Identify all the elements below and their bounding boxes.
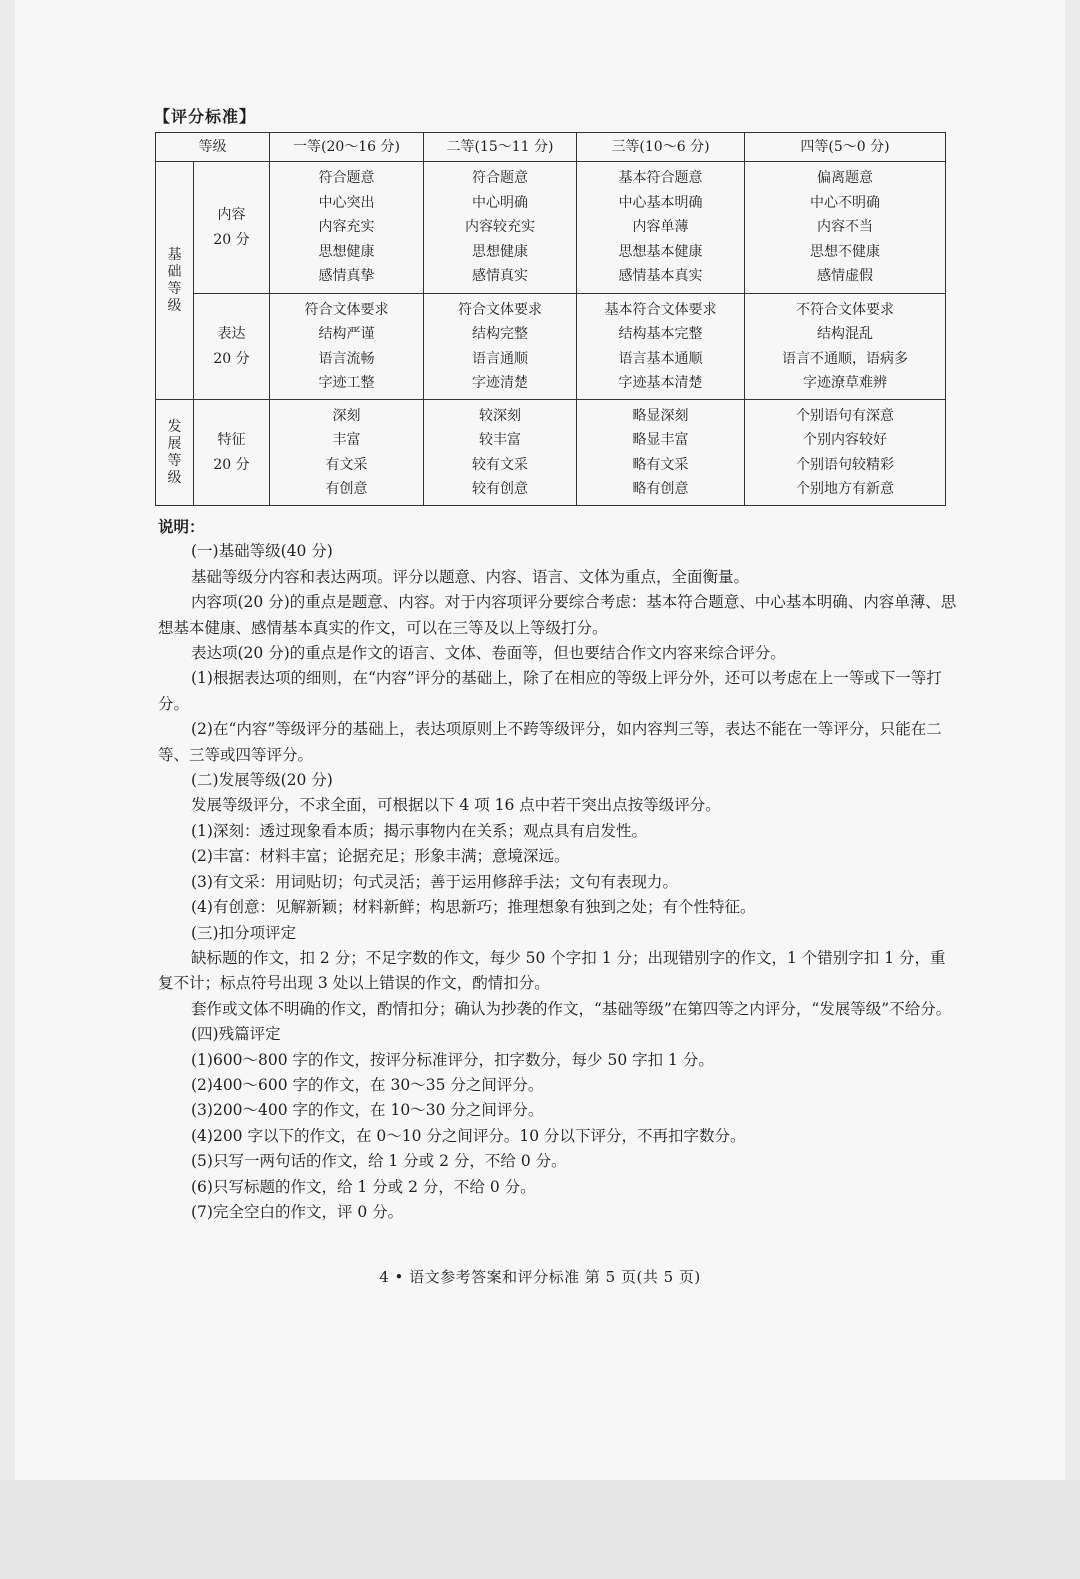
- criterion: 感情真实: [472, 268, 528, 285]
- criterion: 略显丰富: [632, 432, 689, 448]
- note-paragraph: (2)丰富：材料丰富；论据充足；形象丰满；意境深远。: [191, 847, 570, 866]
- rubric-cell: [577, 294, 745, 400]
- header-cell-grade-4: 四等(5～0 分): [745, 133, 946, 162]
- criterion: 中心明确: [472, 194, 528, 211]
- item-score: 20 分: [213, 350, 250, 367]
- criterion: 略有创意: [632, 481, 689, 497]
- note-paragraph: (7)完全空白的作文，评 0 分。: [191, 1202, 404, 1221]
- table-header-row: [156, 133, 946, 162]
- criterion: 基本符合题意: [618, 170, 703, 187]
- note-paragraph: (1)600～800 字的作文，按评分标准评分，扣字数分，每少 50 字扣 1 分。: [191, 1050, 714, 1069]
- rubric-cell: [424, 400, 577, 506]
- criterion: 感情基本真实: [618, 268, 703, 285]
- criterion: 结构基本完整: [618, 326, 703, 342]
- table-row: [156, 294, 946, 400]
- criterion: 不符合文体要求: [796, 301, 894, 318]
- group-label-char: 级: [167, 469, 182, 486]
- criterion: 思想不健康: [810, 243, 880, 260]
- note-paragraph: 套作或文体不明确的作文，酌情扣分；确认为抄袭的作文，“基础等级”在第四等之内评分，“发展等级”不给分。: [191, 999, 952, 1018]
- rubric-cell: [270, 162, 424, 294]
- criterion: 中心不明确: [810, 194, 880, 211]
- criterion: 较丰富: [479, 432, 521, 448]
- item-name: 特征: [217, 432, 246, 448]
- table-row: [156, 400, 946, 506]
- criterion: 语言基本通顺: [618, 350, 703, 367]
- group-label-char: 展: [167, 435, 182, 452]
- rubric-cell: [424, 294, 577, 400]
- criterion: 略显深刻: [632, 407, 689, 424]
- rubric-cell: [745, 162, 946, 294]
- rubric-cell: [745, 400, 946, 506]
- rubric-cell: [270, 400, 424, 506]
- criterion: 较有文采: [472, 456, 528, 473]
- scoring-rubric-table: [155, 132, 946, 506]
- note-paragraph: (二)发展等级(20 分): [191, 771, 333, 790]
- section-heading: 【评分标准】: [154, 107, 257, 126]
- note-paragraph: 发展等级评分，不求全面，可根据以下 4 项 16 点中若干突出点按等级评分。: [191, 796, 721, 815]
- note-paragraph: 缺标题的作文，扣 2 分；不足字数的作文，每少 50 个字扣 1 分；出现错别字的作文，1 个错别字扣 1 分，重复不计；标点符号出现 3 处以上错误的作文，酌情扣分。: [158, 948, 946, 993]
- criterion: 内容充实: [318, 219, 375, 236]
- header-cell-grade-2: 二等(15～11 分): [424, 133, 577, 162]
- rubric-cell: [577, 162, 745, 294]
- group-label-char: 等: [167, 280, 182, 297]
- criterion: 有文采: [325, 456, 368, 473]
- rubric-cell: [577, 400, 745, 506]
- criterion: 略有文采: [632, 456, 689, 473]
- criterion: 思想健康: [318, 243, 375, 260]
- rubric-cell: [270, 294, 424, 400]
- group-label-development: [156, 400, 194, 506]
- note-paragraph: (3)200～400 字的作文，在 10～30 分之间评分。: [191, 1101, 544, 1120]
- criterion: 符合题意: [318, 170, 375, 187]
- note-paragraph: (一)基础等级(40 分): [191, 542, 333, 561]
- note-paragraph: 内容项(20 分)的重点是题意、内容。对于内容项评分要综合考虑：基本符合题意、中心基本明确、内容单薄、思想基本健康、感情基本真实的作文，可以在三等及以上等级打分。: [158, 593, 957, 637]
- criterion: 中心基本明确: [618, 194, 703, 211]
- header-cell-level: 等级: [156, 133, 270, 162]
- item-cell: [194, 400, 270, 506]
- criterion: 丰富: [332, 432, 361, 448]
- note-paragraph: (1)根据表达项的细则，在“内容”评分的基础上，除了在相应的等级上评分外，还可以考虑在上一等或下一等打分。: [158, 669, 942, 713]
- criterion: 偏离题意: [817, 170, 873, 187]
- note-paragraph: (三)扣分项评定: [191, 923, 297, 942]
- note-paragraph: (3)有文采：用词贴切；句式灵活；善于运用修辞手法；文句有表现力。: [191, 872, 678, 891]
- criterion: 内容较充实: [465, 219, 535, 236]
- criterion: 字迹清楚: [472, 375, 528, 391]
- criterion: 个别内容较好: [803, 432, 887, 448]
- criterion: 思想基本健康: [618, 243, 703, 260]
- criterion: 语言不通顺，语病多: [782, 350, 908, 367]
- item-score: 20 分: [213, 456, 250, 473]
- criterion: 字迹工整: [318, 375, 375, 391]
- rubric-cell: [745, 294, 946, 400]
- criterion: 符合文体要求: [458, 301, 542, 318]
- criterion: 较深刻: [479, 407, 521, 424]
- criterion: 结构严谨: [318, 326, 375, 342]
- notes-title: 说明：: [158, 517, 205, 536]
- item-score: 20 分: [213, 231, 250, 248]
- note-paragraph: (2)在“内容”等级评分的基础上，表达项原则上不跨等级评分，如内容判三等，表达不能在一等评分，只能在二等、三等或四等评分。: [158, 720, 942, 764]
- notes-section: [158, 514, 958, 1225]
- note-paragraph: (2)400～600 字的作文，在 30～35 分之间评分。: [191, 1075, 544, 1094]
- note-paragraph: 表达项(20 分)的重点是作文的语言、文体、卷面等，但也要结合作文内容来综合评分。: [191, 644, 786, 663]
- criterion: 有创意: [325, 481, 368, 497]
- criterion: 字迹潦草难辨: [803, 375, 887, 391]
- group-label-char: 础: [167, 263, 182, 280]
- rubric-cell: [424, 162, 577, 294]
- note-paragraph: (4)有创意：见解新颖；材料新鲜；构思新巧；推理想象有独到之处；有个性特征。: [191, 898, 756, 917]
- group-label-char: 发: [167, 418, 182, 435]
- note-paragraph: (4)200 字以下的作文，在 0～10 分之间评分。10 分以下评分，不再扣字数分。: [191, 1126, 746, 1145]
- criterion: 结构混乱: [817, 326, 873, 342]
- criterion: 个别语句有深意: [796, 407, 894, 424]
- item-cell: [194, 294, 270, 400]
- criterion: 字迹基本清楚: [618, 375, 703, 391]
- page-footer: 4 • 语文参考答案和评分标准 第 5 页(共 5 页): [379, 1268, 701, 1286]
- note-paragraph: 基础等级分内容和表达两项。评分以题意、内容、语言、文体为重点，全面衡量。: [191, 567, 750, 586]
- criterion: 结构完整: [472, 326, 528, 342]
- criterion: 中心突出: [318, 194, 375, 211]
- criterion: 较有创意: [472, 481, 528, 497]
- note-paragraph: (5)只写一两句话的作文，给 1 分或 2 分，不给 0 分。: [191, 1152, 567, 1171]
- criterion: 语言流畅: [318, 350, 375, 367]
- item-name: 内容: [217, 207, 246, 223]
- item-name: 表达: [217, 326, 246, 342]
- criterion: 感情真挚: [318, 268, 375, 285]
- criterion: 个别地方有新意: [796, 481, 894, 497]
- item-cell: [194, 162, 270, 294]
- criterion: 感情虚假: [817, 268, 873, 285]
- criterion: 内容不当: [817, 219, 873, 236]
- group-label-char: 等: [167, 452, 182, 469]
- group-label-char: 基: [167, 246, 182, 263]
- criterion: 符合题意: [472, 170, 528, 187]
- criterion: 深刻: [332, 407, 361, 424]
- header-cell-grade-3: 三等(10～6 分): [577, 133, 745, 162]
- note-paragraph: (1)深刻：透过现象看本质；揭示事物内在关系；观点具有启发性。: [191, 821, 647, 840]
- table-row: [156, 162, 946, 294]
- criterion: 个别语句较精彩: [796, 456, 894, 473]
- viewer-background: [0, 1480, 1080, 1579]
- criterion: 符合文体要求: [304, 301, 389, 318]
- note-paragraph: (四)残篇评定: [191, 1025, 281, 1044]
- group-label-char: 级: [167, 297, 182, 314]
- criterion: 语言通顺: [472, 350, 528, 367]
- criterion: 内容单薄: [632, 219, 689, 236]
- group-label-basic: [156, 162, 194, 400]
- note-paragraph: (6)只写标题的作文，给 1 分或 2 分，不给 0 分。: [191, 1177, 536, 1196]
- header-cell-grade-1: 一等(20～16 分): [270, 133, 424, 162]
- criterion: 基本符合文体要求: [604, 301, 717, 318]
- criterion: 思想健康: [472, 243, 528, 260]
